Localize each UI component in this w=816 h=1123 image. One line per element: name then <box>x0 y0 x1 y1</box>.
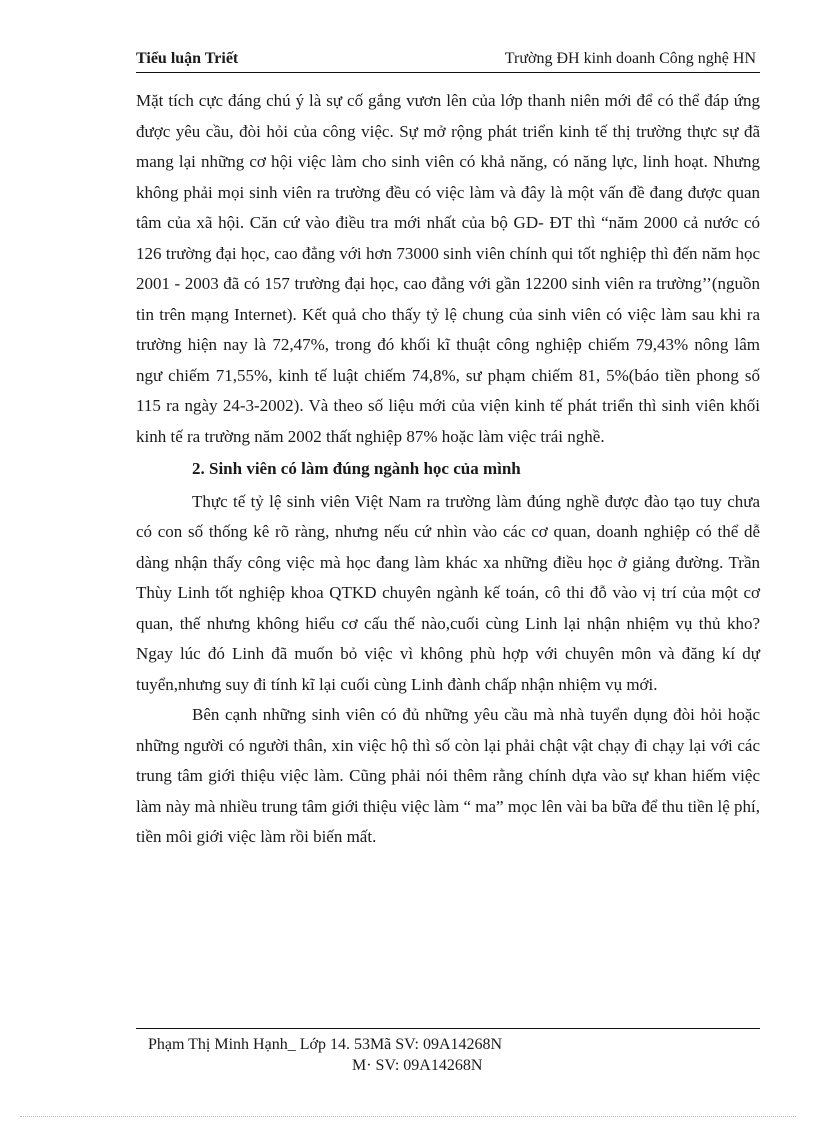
section-heading: 2. Sinh viên có làm đúng ngành học của mình <box>192 459 521 478</box>
page-header <box>136 48 760 72</box>
footer-id-line: M· SV: 09A14268N <box>352 1057 483 1074</box>
header-school: Trường ĐH kinh doanh Công nghệ HN <box>504 50 756 67</box>
paragraph-job-match-part1: Thực tế tỷ lệ sinh viên Việt Nam ra trường làm đúng nghề được đào tạo tuy chưa có con số thống kê rõ ràng, nhưng nếu cứ nhìn vào các cơ quan, doanh nghiệp có thể dễ dàng nhận thấy công việc mà học đang làm khác xa những điều học ở giảng đường. Trần Thùy Linh tốt nghiệp khoa QTKD chuyên ngành kế toán, cô thi đỗ <box>136 491 760 602</box>
paragraph-positive-aspect: Mặt tích cực đáng chú ý là sự cố gắng vươn lên của lớp thanh niên mới để có thể đáp ứng được yêu cầu, đòi hỏi của công việc. Sự mở rộng phát triển kinh tế thị trường thực sự đã mang lại những cơ hội việc làm cho sinh viên có khả năng, có năng lực, linh hoạt. Nhưng không phải mọi sinh viên ra trường đều có việc làm và đây là một vấn đề đang được quan tâm của xã hội. Căn cứ vào điều tra mới nhất của bộ GD- ĐT thì “năm 2000 cả nước có 126 trường đại học, cao đẳng với hơn 73000 sinh viên chính qui tốt nghiệp thì đến năm học 2001 - 2003 đã có 157 trường đại học, cao đẳng với gần 12200 sinh viên ra trường’’(nguồn tin trên mạng Internet). Kết quả cho thấy tỷ lệ chung của sinh viên có việc làm sau khi ra trường hiện nay là 72,47%, trong đó khối kĩ thuật công nghiệp chiếm 79,43% nông lâm ngư chiếm 71,55%, kinh tế luật chiếm 74,8%, sư phạm chiếm 81, 5%(báo tiền phong số 115 ra ngày 24-3-2002). Và theo số liệu mới của viện kinh tế phát triển thì sinh viên khối kinh tế ra trường năm 2002 thất nghiệp 87% hoặc làm việc trái nghề. <box>136 91 760 446</box>
page-footer <box>136 1034 760 1076</box>
document-body <box>136 86 760 853</box>
paragraph-job-match <box>136 487 760 701</box>
footer-student-line: Phạm Thị Minh Hạnh_ Lớp 14. 53Mã SV: 09A14268N <box>148 1036 503 1053</box>
header-divider <box>136 72 760 73</box>
header-author: Tiểu luận Triết <box>136 50 239 67</box>
paragraph-job-centers: Bên cạnh những sinh viên có đủ những yêu cầu mà nhà tuyển dụng đòi hỏi hoặc những người có người thân, xin việc hộ thì số còn lại phải chật vật chạy đi chạy lại với các trung tâm giới thiệu việc làm. Cũng phải nói thêm rằng chính dựa vào sự khan hiếm việc làm này mà nhiều trung tâm giới thiệu việc làm “ ma” mọc lên vài ba bữa để thu tiền lệ phí, tiền môi giới việc làm rồi biến mất. <box>136 705 760 846</box>
footer-divider <box>136 1028 760 1029</box>
paragraph-job-match-part2: vào vị trí của một cơ quan, thế nhưng không hiểu cơ cấu thế nào,cuối cùng Linh lại nhận nhiệm vụ thủ kho?Ngay lúc đó Linh đã muốn bỏ việc vì không phù hợp với chuyên môn và đăng kí dự tuyển,nhưng suy đi tính kĩ lại cuối cùng Linh đành chấp nhận nhiệm vụ mới. <box>136 583 761 694</box>
page-bottom-dotted-line <box>20 1116 796 1117</box>
